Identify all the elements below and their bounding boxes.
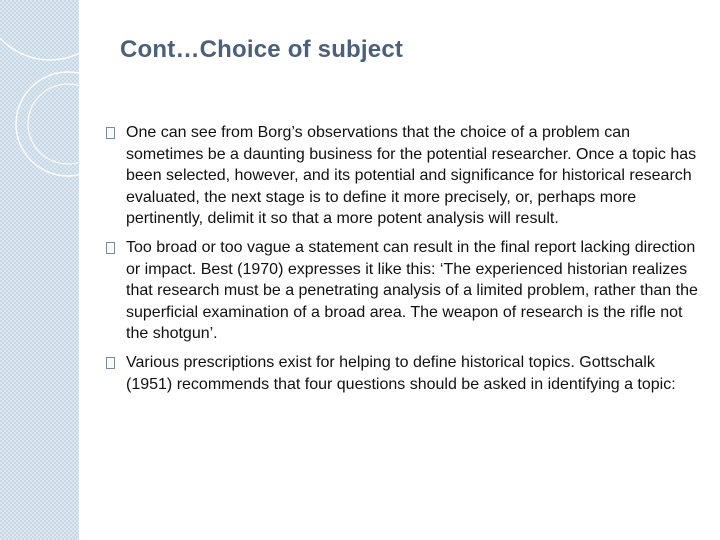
- bullet-icon: [106, 127, 115, 139]
- bullet-item-2: [106, 237, 704, 345]
- bullet-text-1: One can see from Borg’s observations that the choice of a problem can sometimes be a daunting business for the potential researcher. Once a topic has been selected, however, and its potential and significance for historical research evaluated, the next stage is to define it more precisely, or, perhaps more pertinently, delimit it so that a more potent analysis will result.: [126, 124, 697, 228]
- slide-title: Cont…Choice of subject: [120, 36, 404, 63]
- bullet-text-3: Various prescriptions exist for helping to define historical topics. Gottschalk (1951) recommends that four questions should be asked in identifying a topic:: [126, 353, 676, 393]
- bullet-item-1: [106, 122, 704, 230]
- side-decor-band: [0, 0, 79, 540]
- bullet-list: [106, 122, 704, 402]
- bullet-icon: [106, 357, 115, 369]
- decor-circle-small: [89, 74, 113, 98]
- bullet-text-2: Too broad or too vague a statement can result in the final report lacking direction or impact. Best (1970) expresses it like this: ‘The experienced historian realizes that research must be a penetrating analysis of a limited problem, rather than the superficial examination of a broad area. The weapon of research is the rifle not the shotgun’.: [126, 238, 698, 343]
- bullet-icon: [106, 242, 115, 254]
- bullet-item-3: [106, 352, 704, 395]
